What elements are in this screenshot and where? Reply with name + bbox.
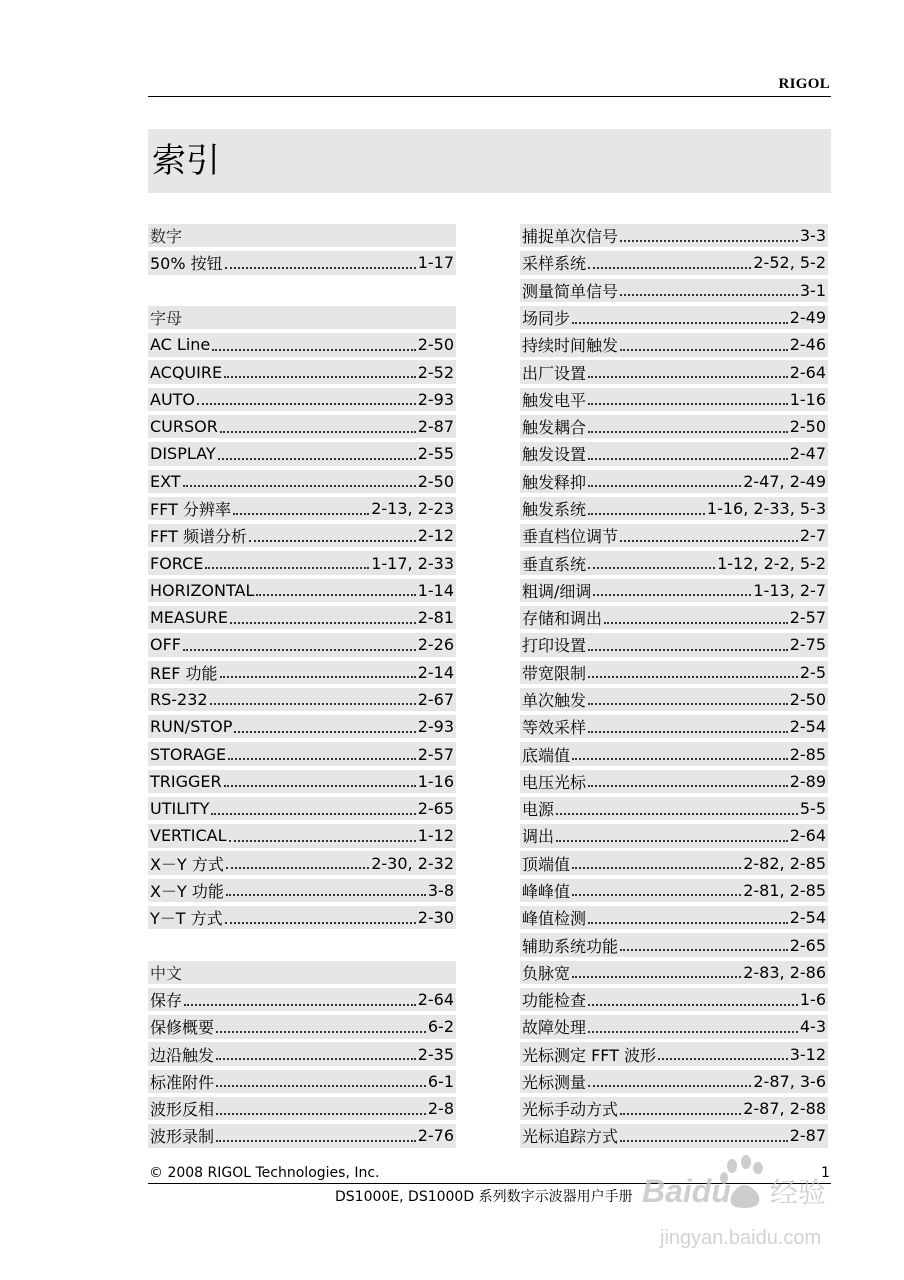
- dot-leader: [572, 976, 741, 978]
- index-entry: [148, 497, 456, 520]
- index-page-ref: 5-5: [799, 799, 826, 819]
- index-term: 标准附件: [150, 1072, 215, 1092]
- index-entry: [520, 661, 828, 684]
- index-entry: [520, 579, 828, 602]
- index-page-ref: 2-52, 5-2: [753, 253, 826, 273]
- index-term: 峰值检测: [522, 909, 587, 929]
- index-page-ref: 1-14: [417, 580, 454, 600]
- index-page-ref: 1-12, 2-2, 5-2: [717, 553, 826, 573]
- index-entry: [148, 851, 456, 874]
- index-page-ref: 4-3: [799, 1017, 826, 1037]
- dot-leader: [572, 758, 788, 760]
- index-term: REF 功能: [150, 663, 218, 683]
- footer-manual-title: DS1000E, DS1000D 系列数字示波器用户手册: [335, 1189, 633, 1205]
- dot-leader: [588, 513, 705, 515]
- index-page-ref: 1-12: [417, 826, 454, 846]
- dot-leader: [620, 349, 788, 351]
- index-entry: [520, 633, 828, 656]
- index-entry: [148, 633, 456, 656]
- index-page-ref: 1-16: [789, 389, 826, 409]
- index-page-ref: 2-54: [789, 717, 826, 737]
- index-term: X－Y 功能: [150, 881, 224, 901]
- index-page-ref: 2-82, 2-85: [743, 853, 826, 873]
- paw-toe-icon: [753, 1162, 763, 1174]
- index-page-ref: 2-87: [417, 417, 454, 437]
- index-entry: [148, 742, 456, 765]
- index-entry: [148, 251, 456, 274]
- index-page-ref: 2-50: [789, 689, 826, 709]
- index-entry: [148, 470, 456, 493]
- section-spacer: [148, 933, 456, 956]
- index-term: 电源: [522, 800, 555, 820]
- index-page-ref: 3-1: [799, 280, 826, 300]
- index-entry: [148, 551, 456, 574]
- dot-leader: [572, 322, 788, 324]
- index-page-ref: 1-16: [417, 771, 454, 791]
- dot-leader: [588, 376, 788, 378]
- index-entry: [520, 606, 828, 629]
- index-term: 顶端值: [522, 854, 571, 874]
- index-page-ref: 6-1: [427, 1071, 454, 1091]
- dot-leader: [620, 1140, 788, 1142]
- index-entry: [520, 442, 828, 465]
- index-term: 峰峰值: [522, 881, 571, 901]
- index-entry: [148, 1042, 456, 1065]
- index-term: OFF: [150, 635, 181, 655]
- dot-leader: [218, 458, 416, 460]
- index-term: 触发设置: [522, 445, 587, 465]
- dot-leader: [604, 622, 788, 624]
- index-entry: [520, 797, 828, 820]
- index-entry: [148, 988, 456, 1011]
- index-page-ref: 1-13, 2-7: [753, 580, 826, 600]
- index-term: ACQUIRE: [150, 362, 223, 382]
- dot-leader: [620, 949, 788, 951]
- index-page-ref: 2-30: [417, 908, 454, 928]
- section-spacer: [148, 279, 456, 302]
- dot-leader: [620, 1113, 741, 1115]
- dot-leader: [205, 567, 369, 569]
- dot-leader: [572, 867, 741, 869]
- index-term: RS-232: [150, 689, 208, 709]
- index-page-ref: 2-50: [417, 471, 454, 491]
- index-page-ref: 2-13, 2-23: [371, 499, 454, 518]
- index-entry: [520, 1070, 828, 1093]
- index-term: 光标测量: [522, 1072, 587, 1092]
- index-term: 触发释抑: [522, 472, 587, 492]
- dot-leader: [588, 1004, 798, 1006]
- index-term: 功能检查: [522, 991, 587, 1011]
- index-term: 打印设置: [522, 636, 587, 656]
- dot-leader: [249, 540, 416, 542]
- index-page-ref: 2-67: [417, 689, 454, 709]
- dot-leader: [224, 785, 416, 787]
- index-page-ref: 2-8: [427, 1099, 454, 1119]
- index-entry: [520, 770, 828, 793]
- dot-leader: [216, 1058, 416, 1060]
- index-term: 电压光标: [522, 772, 587, 792]
- index-entry: [520, 360, 828, 383]
- index-page-ref: 2-26: [417, 635, 454, 655]
- index-term: 粗调/细调: [522, 581, 592, 601]
- dot-leader: [588, 703, 788, 705]
- section-heading-label: 中文: [150, 963, 183, 983]
- index-entry: [520, 224, 828, 247]
- index-term: 单次触发: [522, 690, 587, 710]
- index-entry: [520, 1042, 828, 1065]
- paw-pad-icon: [731, 1185, 760, 1208]
- index-entry: [520, 879, 828, 902]
- dot-leader: [216, 1031, 426, 1033]
- index-entry: [520, 251, 828, 274]
- index-term: 等效采样: [522, 718, 587, 738]
- index-entry: [148, 688, 456, 711]
- index-term: 保修概要: [150, 1018, 215, 1038]
- index-term: CURSOR: [150, 417, 218, 437]
- index-page-ref: 2-55: [417, 444, 454, 464]
- index-term: 保存: [150, 991, 183, 1011]
- index-page-ref: 1-6: [799, 990, 826, 1010]
- index-entry: [148, 1015, 456, 1038]
- dot-leader: [220, 676, 416, 678]
- index-term: 测量简单信号: [522, 281, 619, 301]
- index-column-left: [148, 224, 456, 1152]
- index-term: 垂直系统: [522, 554, 587, 574]
- index-term: EXT: [150, 471, 181, 491]
- index-term: MEASURE: [150, 608, 228, 628]
- index-page-ref: 2-5: [799, 662, 826, 682]
- index-entry: [520, 1124, 828, 1147]
- index-page-ref: 2-35: [417, 1044, 454, 1064]
- index-term: 波形录制: [150, 1127, 215, 1147]
- index-term: 50% 按钮: [150, 254, 223, 274]
- index-term: 辅助系统功能: [522, 936, 619, 956]
- index-entry: [520, 470, 828, 493]
- index-entry: [520, 824, 828, 847]
- dot-leader: [588, 922, 788, 924]
- dot-leader: [226, 867, 369, 869]
- dot-leader: [588, 731, 788, 733]
- index-page-ref: 3-3: [799, 226, 826, 246]
- dot-leader: [588, 1031, 798, 1033]
- index-entry: [148, 1097, 456, 1120]
- index-entry: [148, 715, 456, 738]
- index-term: 波形反相: [150, 1100, 215, 1120]
- index-entry: [520, 742, 828, 765]
- index-column-right: [520, 224, 828, 1152]
- index-entry: [520, 1015, 828, 1038]
- index-term: FORCE: [150, 553, 204, 573]
- dot-leader: [234, 731, 415, 733]
- index-page-ref: 1-16, 2-33, 5-3: [706, 499, 826, 518]
- index-page-ref: 2-81, 2-85: [743, 880, 826, 900]
- index-entry: [520, 388, 828, 411]
- index-entry: [148, 770, 456, 793]
- index-entry: [520, 1097, 828, 1120]
- watermark-brand: Baidu: [642, 1173, 731, 1209]
- index-entry: [148, 879, 456, 902]
- footer-page-number: 1: [821, 1165, 830, 1181]
- dot-leader: [184, 1004, 416, 1006]
- baidu-watermark: [640, 1152, 840, 1272]
- index-entry: [148, 606, 456, 629]
- dot-leader: [228, 758, 416, 760]
- section-heading-label: 字母: [150, 309, 183, 329]
- dot-leader: [226, 894, 426, 896]
- index-term: AC Line: [150, 335, 211, 355]
- index-page-ref: 2-93: [417, 717, 454, 737]
- index-page-ref: 2-64: [789, 362, 826, 382]
- page-title: 索引: [152, 141, 220, 181]
- dot-leader: [620, 240, 798, 242]
- index-page-ref: 2-93: [417, 389, 454, 409]
- dot-leader: [593, 594, 751, 596]
- index-page-ref: 2-49: [789, 308, 826, 328]
- index-page-ref: 2-87, 3-6: [753, 1071, 826, 1091]
- dot-leader: [216, 1085, 426, 1087]
- index-entry: [148, 824, 456, 847]
- index-page-ref: 2-14: [417, 662, 454, 682]
- dot-leader: [197, 403, 416, 405]
- index-entry: [520, 279, 828, 302]
- index-page-ref: 2-12: [417, 526, 454, 546]
- dot-leader: [572, 894, 741, 896]
- index-entry: [520, 551, 828, 574]
- index-page-ref: 2-54: [789, 908, 826, 928]
- index-page-ref: 2-57: [789, 608, 826, 628]
- dot-leader: [556, 813, 798, 815]
- index-entry: [148, 661, 456, 684]
- index-entry: [148, 415, 456, 438]
- index-page-ref: 2-50: [417, 335, 454, 355]
- index-entry: [520, 306, 828, 329]
- index-entry: [520, 333, 828, 356]
- dot-leader: [588, 567, 715, 569]
- dot-leader: [658, 1058, 788, 1060]
- index-term: VERTICAL: [150, 826, 227, 846]
- index-entry: [520, 906, 828, 929]
- index-term: 出厂设置: [522, 363, 587, 383]
- dot-leader: [588, 458, 788, 460]
- index-term: 触发系统: [522, 500, 587, 519]
- section-heading: [148, 306, 456, 329]
- dot-leader: [588, 485, 741, 487]
- section-heading-label: 数字: [150, 227, 183, 247]
- dot-leader: [588, 649, 788, 651]
- index-term: FFT 频谱分析: [150, 527, 247, 547]
- index-term: TRIGGER: [150, 771, 222, 791]
- header-brand: RIGOL: [778, 76, 830, 92]
- header-rule: [148, 96, 831, 97]
- index-page-ref: 2-85: [789, 744, 826, 764]
- title-banner: [148, 129, 831, 193]
- dot-leader: [233, 513, 369, 515]
- index-page-ref: 2-52: [417, 362, 454, 382]
- index-page-ref: 2-64: [417, 990, 454, 1010]
- index-term: 边沿触发: [150, 1045, 215, 1065]
- index-term: 带宽限制: [522, 663, 587, 683]
- index-term: 负脉宽: [522, 963, 571, 983]
- index-entry: [520, 851, 828, 874]
- index-entry: [148, 906, 456, 929]
- section-heading: [148, 224, 456, 247]
- index-term: X－Y 方式: [150, 854, 224, 874]
- index-page-ref: 2-47, 2-49: [743, 471, 826, 491]
- index-page-ref: 2-87: [789, 1126, 826, 1146]
- index-page-ref: 2-65: [417, 799, 454, 819]
- dot-leader: [588, 1085, 751, 1087]
- index-term: HORIZONTAL: [150, 580, 255, 600]
- dot-leader: [225, 267, 416, 269]
- index-page-ref: 2-47: [789, 444, 826, 464]
- index-entry: [520, 497, 828, 520]
- dot-leader: [183, 485, 416, 487]
- index-entry: [520, 715, 828, 738]
- index-entry: [520, 988, 828, 1011]
- index-term: 垂直档位调节: [522, 527, 619, 547]
- index-entry: [148, 797, 456, 820]
- index-term: 捕捉单次信号: [522, 227, 619, 247]
- index-entry: [148, 442, 456, 465]
- index-entry: [520, 961, 828, 984]
- index-entry: [148, 388, 456, 411]
- dot-leader: [588, 785, 788, 787]
- index-term: Y－T 方式: [150, 909, 223, 929]
- index-page-ref: 2-89: [789, 771, 826, 791]
- dot-leader: [256, 594, 415, 596]
- index-term: 触发电平: [522, 390, 587, 410]
- index-entry: [148, 1070, 456, 1093]
- index-term: 故障处理: [522, 1018, 587, 1038]
- index-page-ref: 2-57: [417, 744, 454, 764]
- index-term: RUN/STOP: [150, 717, 233, 737]
- index-page-ref: 2-7: [799, 526, 826, 546]
- dot-leader: [210, 703, 416, 705]
- index-entry: [148, 360, 456, 383]
- index-page-ref: 6-2: [427, 1017, 454, 1037]
- index-page-ref: 2-87, 2-88: [743, 1099, 826, 1119]
- watermark-cn: 经验: [770, 1176, 827, 1209]
- index-entry: [520, 933, 828, 956]
- index-page-ref: 2-30, 2-32: [371, 853, 454, 873]
- index-page-ref: 2-81: [417, 608, 454, 628]
- index-entry: [148, 524, 456, 547]
- index-entry: [148, 579, 456, 602]
- index-page-ref: 1-17: [417, 253, 454, 273]
- index-term: AUTO: [150, 389, 196, 409]
- index-page-ref: 2-75: [789, 635, 826, 655]
- dot-leader: [620, 294, 798, 296]
- index-term: 底端值: [522, 745, 571, 765]
- index-entry: [148, 333, 456, 356]
- index-term: 触发耦合: [522, 418, 587, 438]
- dot-leader: [229, 840, 416, 842]
- index-entry: [520, 524, 828, 547]
- index-term: 光标手动方式: [522, 1100, 619, 1120]
- paw-toe-icon: [727, 1159, 737, 1173]
- dot-leader: [216, 1113, 426, 1115]
- index-term: FFT 分辨率: [150, 500, 231, 519]
- index-term: 存储和调出: [522, 609, 603, 629]
- watermark-url: jingyan.baidu.com: [660, 1227, 822, 1249]
- index-page-ref: 2-83, 2-86: [743, 962, 826, 982]
- dot-leader: [183, 649, 416, 651]
- dot-leader: [588, 676, 798, 678]
- index-page-ref: 2-64: [789, 826, 826, 846]
- index-term: 光标追踪方式: [522, 1127, 619, 1147]
- index-page-ref: 2-46: [789, 335, 826, 355]
- dot-leader: [230, 622, 416, 624]
- dot-leader: [225, 922, 416, 924]
- index-page-ref: 2-65: [789, 935, 826, 955]
- dot-leader: [620, 540, 798, 542]
- index-page-ref: 3-8: [427, 880, 454, 900]
- footer-copyright: © 2008 RIGOL Technologies, Inc.: [149, 1165, 380, 1181]
- dot-leader: [556, 840, 788, 842]
- dot-leader: [224, 376, 416, 378]
- index-page-ref: 3-12: [789, 1044, 826, 1064]
- index-entry: [520, 415, 828, 438]
- dot-leader: [588, 431, 788, 433]
- dot-leader: [588, 267, 751, 269]
- dot-leader: [220, 431, 416, 433]
- dot-leader: [216, 1140, 416, 1142]
- dot-leader: [211, 813, 415, 815]
- index-term: DISPLAY: [150, 444, 216, 464]
- paw-toe-icon: [741, 1155, 751, 1169]
- index-entry: [148, 1124, 456, 1147]
- index-entry: [520, 688, 828, 711]
- index-term: UTILITY: [150, 799, 210, 819]
- index-page-ref: 2-76: [417, 1126, 454, 1146]
- index-term: 场同步: [522, 309, 571, 329]
- index-term: STORAGE: [150, 744, 227, 764]
- index-page-ref: 1-17, 2-33: [371, 553, 454, 573]
- index-page-ref: 2-50: [789, 417, 826, 437]
- index-term: 持续时间触发: [522, 336, 619, 356]
- dot-leader: [212, 349, 415, 351]
- index-term: 调出: [522, 827, 555, 847]
- section-heading: [148, 961, 456, 984]
- index-term: 采样系统: [522, 254, 587, 274]
- index-term: 光标测定 FFT 波形: [522, 1045, 657, 1065]
- dot-leader: [588, 403, 788, 405]
